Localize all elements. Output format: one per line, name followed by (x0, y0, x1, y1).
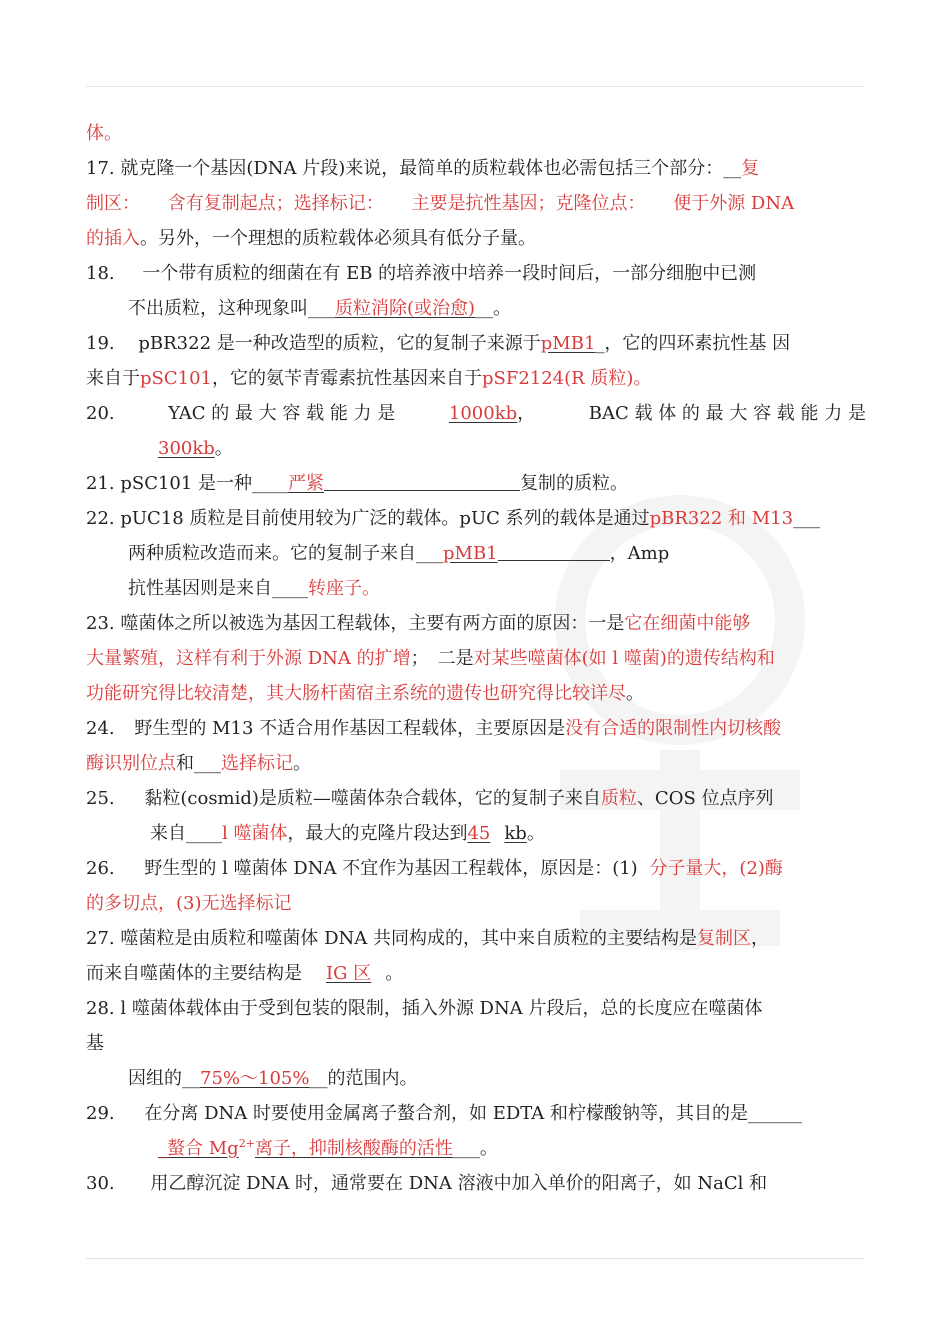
text-line: 因组的__75%～105%__的范围内。 (128, 1068, 418, 1089)
text-line: 抗性基因则是来自____转座子。 (128, 578, 380, 599)
text-line: 大量繁殖，这样有利于外源 DNA 的扩增； 二是对某些噬菌体(如 l 噬菌)的遗传结构和 (86, 648, 775, 669)
text-line: 而来自噬菌体的主要结构是 IG 区 。 (86, 963, 404, 984)
document-body (86, 116, 866, 1201)
question-24: 24. 野生型的 M13 不适合用作基因工程载体，主要原因是没有合适的限制性内切核酸 (86, 718, 782, 739)
text-line: _螯合 $Mg^{2+}$离子，抑制核酸酶的活性___。 (158, 1137, 498, 1159)
text-line: 的插入。另外，一个理想的质粒载体必须具有低分子量。 (86, 228, 536, 249)
text-line: 功能研究得比较清楚，其大肠杆菌宿主系统的遗传也研究得比较详尽。 (86, 683, 644, 704)
question-17: 17. 就克隆一个基因(DNA 片段)来说，最简单的质粒载体也必需包括三个部分：__复 (86, 158, 760, 179)
question-27: 27. 噬菌粒是由质粒和噬菌体 DNA 共同构成的，其中来自质粒的主要结构是复制区， (86, 928, 769, 949)
answer-line: 制区： 含有复制起点；选择标记： 主要是抗性基因；克隆位点： 便于外源 DNA (86, 193, 795, 214)
text-line: 来自____l 噬菌体，最大的克隆片段达到45 kb。 (150, 823, 545, 844)
question-29: 29. 在分离 DNA 时要使用金属离子螯合剂，如 EDTA 和柠檬酸钠等，其目的是______ (86, 1103, 803, 1124)
question-18: 18. 一个带有质粒的细菌在有 EB 的培养液中培养一段时间后，一部分细胞中已测 (86, 263, 757, 284)
text-line: 体。 (86, 123, 122, 144)
text-line: 基 (86, 1033, 104, 1054)
question-30: 30. 用乙醇沉淀 DNA 时，通常要在 DNA 溶液中加入单价的阳离子，如 NaCl 和 (86, 1173, 768, 1194)
question-23: 23. 噬菌体之所以被选为基因工程载体，主要有两方面的原因：一是它在细菌中能够 (86, 613, 751, 634)
footer-rule (86, 1258, 864, 1259)
header-rule (86, 86, 864, 87)
answer-blank (324, 470, 520, 491)
question-21: 21. pSC101 是一种____严紧 复制的质粒。 (86, 466, 866, 501)
question-26: 26. 野生型的 l 噬菌体 DNA 不宜作为基因工程载体，原因是：(1) 分子量大，(2)酶 (86, 858, 783, 879)
question-20: 20. YAC 的 最 大 容 载 能 力 是 1000kb， BAC 载 体 的 最 大 容 载 能 力 是 (86, 403, 866, 424)
text-line: 酶识别位点和___选择标记。 (86, 753, 311, 774)
question-28: 28. l 噬菌体载体由于受到包装的限制，插入外源 DNA 片段后，总的长度应在噬菌体 (86, 998, 763, 1019)
question-19: 19. pBR322 是一种改造型的质粒，它的复制子来源于pMB1_，它的四环素抗性基 因 (86, 333, 791, 354)
text-line: 两种质粒改造而来。它的复制子来自___pMB1 ，Amp (86, 536, 866, 571)
question-22: 22. pUC18 质粒是目前使用较为广泛的载体。pUC 系列的载体是通过pBR322 和 M13___ (86, 508, 821, 529)
answer-blank (498, 540, 610, 561)
text-line: 不出质粒，这种现象叫___质粒消除(或治愈)__。 (128, 298, 512, 319)
question-25: 25. 黏粒(cosmid)是质粒—噬菌体杂合载体，它的复制子来自质粒、COS 位点序列 (86, 788, 774, 809)
text-line: 来自于pSC101，它的氨苄青霉素抗性基因来自于pSF2124(R 质粒)。 (86, 368, 652, 389)
text-line: 的多切点，(3)无选择标记 (86, 893, 292, 914)
text-line: 300kb。 (158, 438, 233, 459)
